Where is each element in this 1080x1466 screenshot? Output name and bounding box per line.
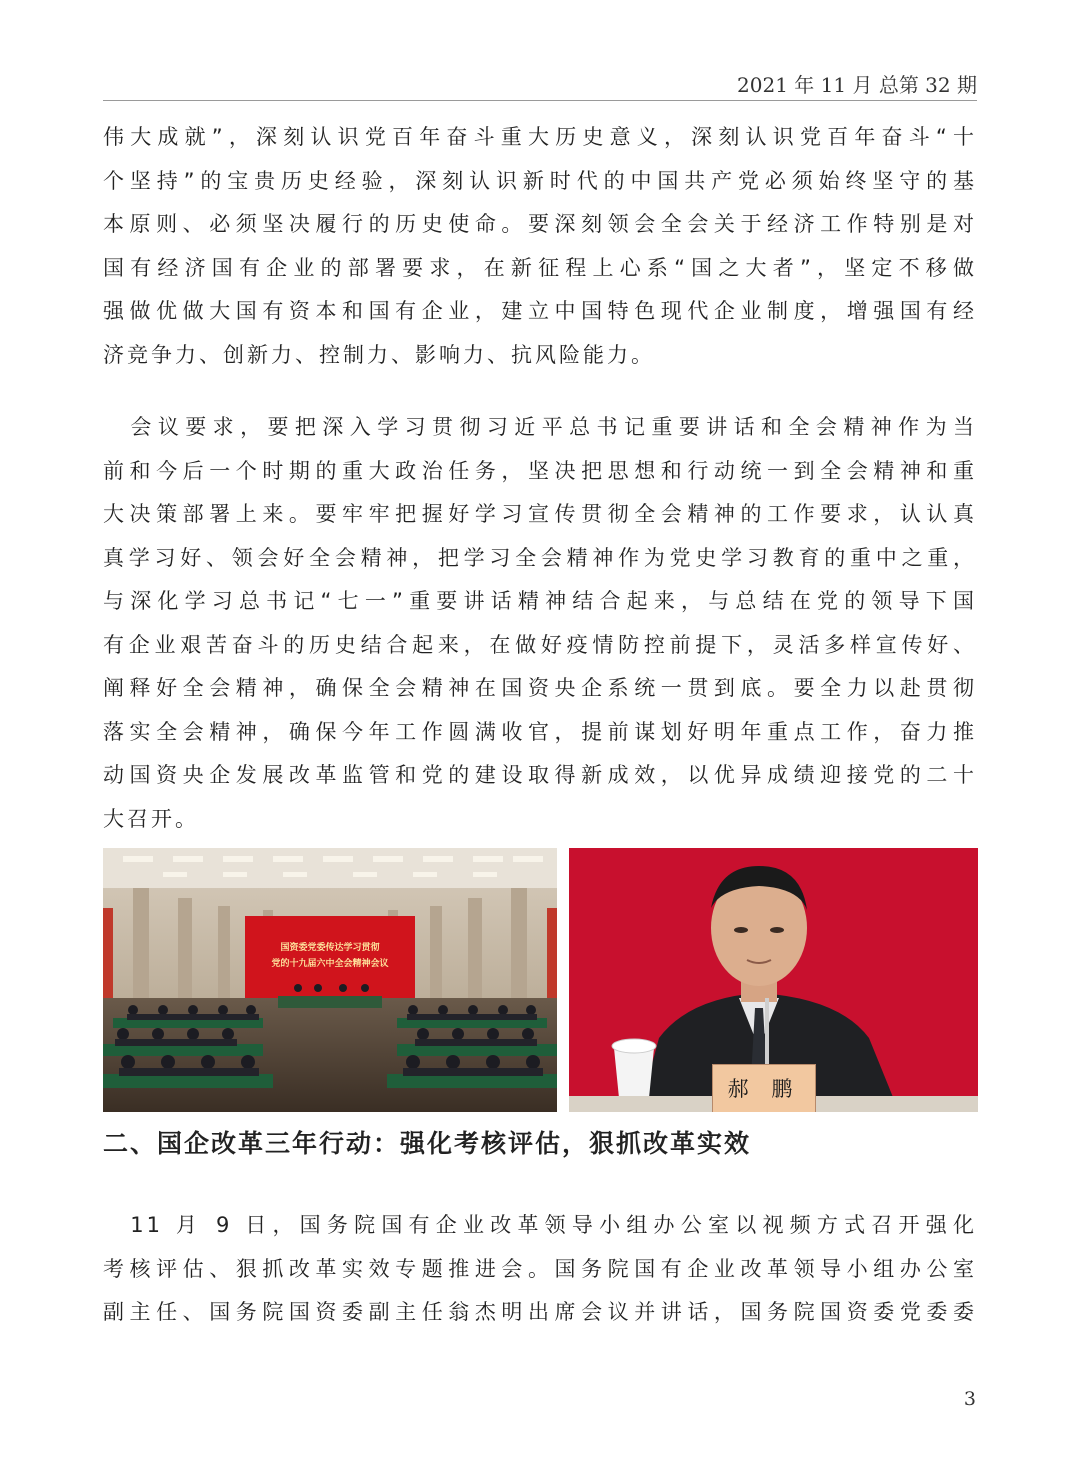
text-line: 真学习好、领会好全会精神，把学习全会精神作为党史学习教育的重中之重，: [103, 545, 977, 570]
text-line: 个坚持”的宝贵历史经验，深刻认识新时代的中国共产党必须始终坚守的基: [103, 168, 977, 193]
text-line: 本原则、必须坚决履行的历史使命。要深刻领会全会关于经济工作特别是对: [103, 212, 977, 236]
paragraph-2: [103, 406, 977, 841]
section-heading: 二、国企改革三年行动：强化考核评估，狠抓改革实效: [103, 1129, 752, 1158]
text-line: 11 月 9 日，国务院国有企业改革领导小组办公室以视频方式召开强化: [103, 1213, 977, 1237]
meeting-hall-photo: [103, 848, 557, 1112]
text-line: 考核评估、狠抓改革实效专题推进会。国务院国有企业改革领导小组办公室: [103, 1256, 977, 1281]
screen-banner-line1: 国资委党委传达学习贯彻: [280, 943, 380, 953]
text-line: 伟大成就”，深刻认识党百年奋斗重大历史意义，深刻认识党百年奋斗“十: [103, 125, 977, 149]
text-line: 前和今后一个时期的重大政治任务，坚决把思想和行动统一到全会精神和重: [103, 458, 977, 483]
text-line: 落实全会精神，确保今年工作圆满收官，提前谋划好明年重点工作，奋力推: [103, 719, 977, 744]
screen-banner-line2: 党的十九届六中全会精神会议: [271, 959, 389, 969]
text-line: 会议要求，要把深入学习贯彻习近平总书记重要讲话和全会精神作为当: [103, 415, 977, 439]
text-line: 大召开。: [103, 806, 199, 831]
text-line: 济竞争力、创新力、控制力、影响力、抗风险能力。: [103, 342, 655, 367]
text-line: 与深化学习总书记“七一”重要讲话精神结合起来，与总结在党的领导下国: [103, 589, 977, 613]
paragraph-1: [103, 116, 977, 377]
page-number: 3: [963, 1388, 976, 1410]
nameplate: 郝 鹏: [712, 1064, 816, 1112]
text-line: 国有经济国有企业的部署要求，在新征程上心系“国之大者”，坚定不移做: [103, 255, 977, 280]
speaker-photo: [569, 848, 978, 1112]
paragraph-3: [103, 1204, 977, 1335]
text-line: 动国资央企发展改革监管和党的建设取得新成效，以优异成绩迎接党的二十: [103, 763, 977, 787]
text-line: 大决策部署上来。要牢牢把握好学习宣传贯彻全会精神的工作要求，认认真: [103, 502, 977, 526]
text-line: 副主任、国务院国资委副主任翁杰明出席会议并讲话，国务院国资委党委委: [103, 1300, 977, 1324]
text-line: 阐释好全会精神，确保全会精神在国资央企系统一贯到底。要全力以赴贯彻: [103, 676, 977, 700]
page-header: [103, 70, 977, 101]
text-line: 强做优做大国有资本和国有企业，建立中国特色现代企业制度，增强国有经: [103, 299, 977, 323]
issue-label: 2021 年 11 月 总第 32 期: [737, 73, 977, 97]
text-line: 有企业艰苦奋斗的历史结合起来，在做好疫情防控前提下，灵活多样宣传好、: [103, 632, 977, 657]
